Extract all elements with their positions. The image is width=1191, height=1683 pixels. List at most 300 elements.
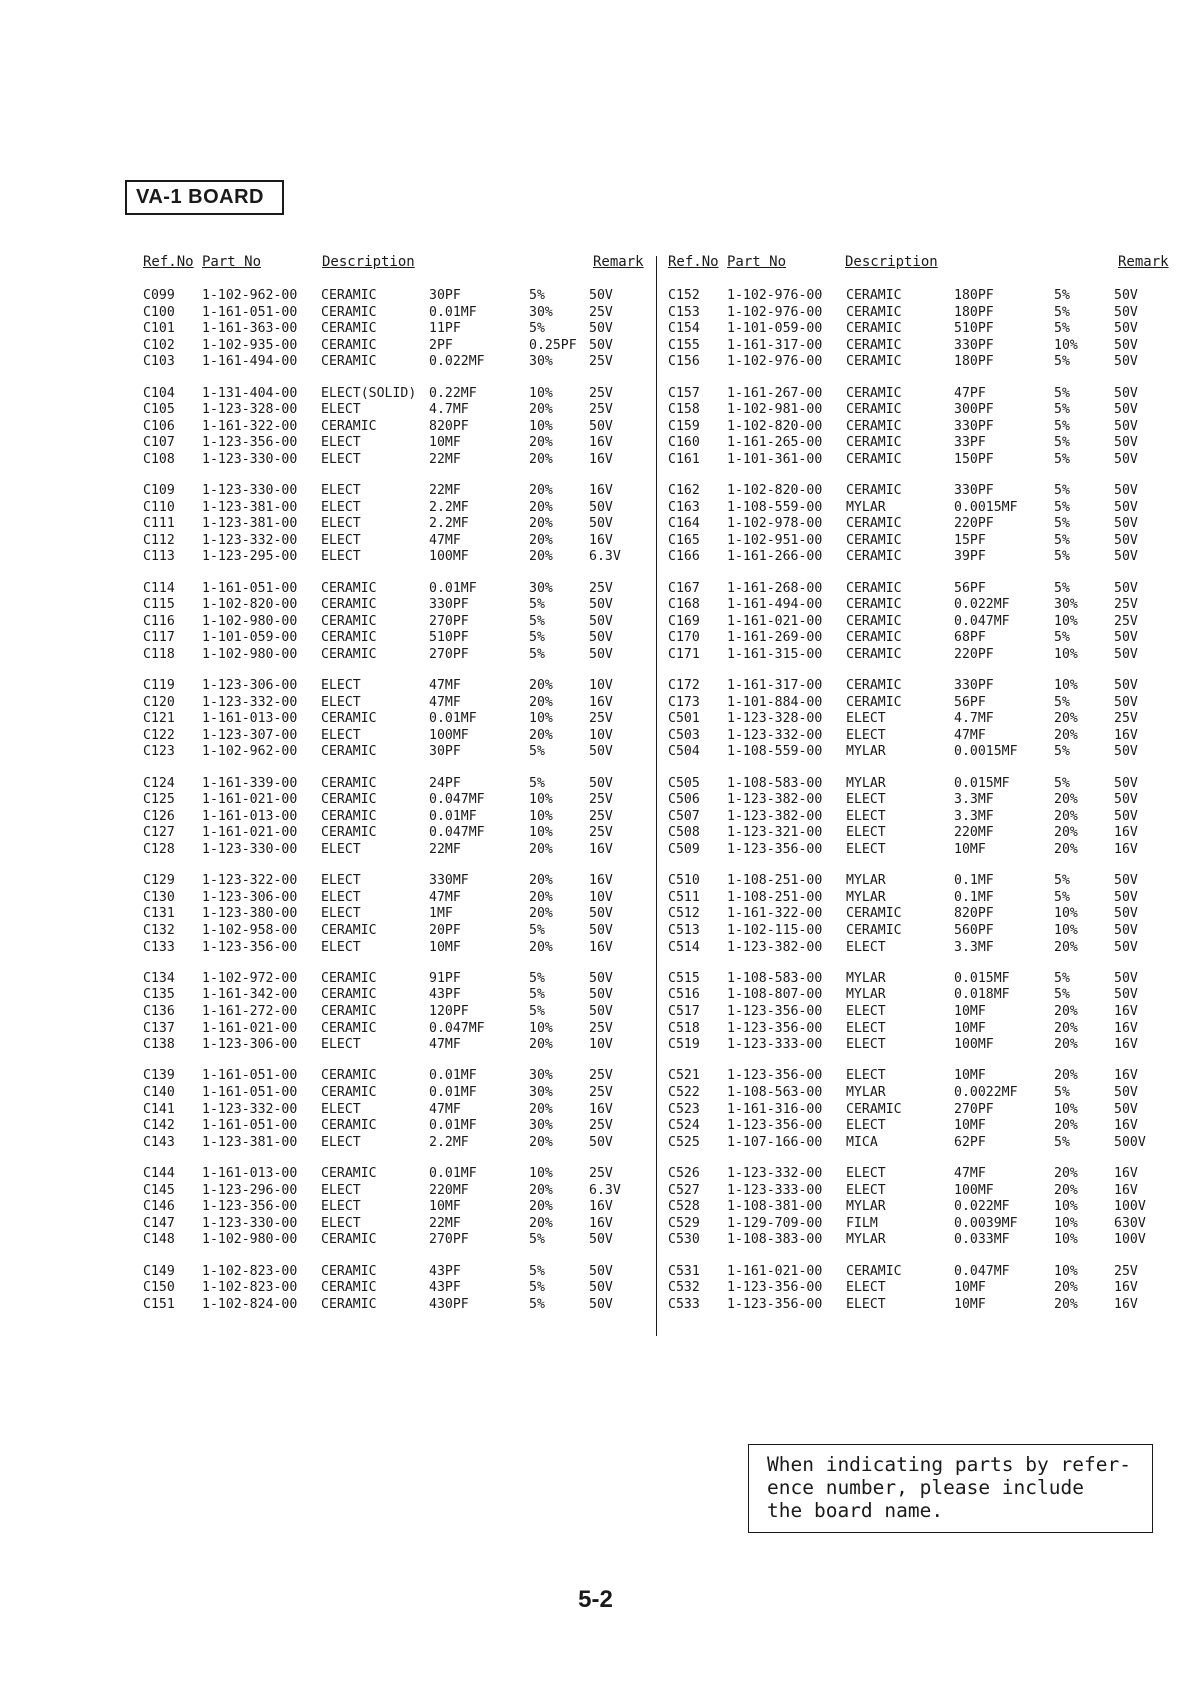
cell-type: ELECT [321,939,361,955]
cell-tolerance: 30% [529,1085,553,1100]
cell-tolerance: 5% [529,630,545,646]
cell-type: ELECT [321,727,361,743]
cell-ref-no: C121 [143,711,175,727]
cell-voltage: 50V [589,744,613,760]
cell-value: 820PF [429,418,469,434]
cell-part-no: 1-102-820-00 [202,597,298,613]
cell-part-no: 1-102-962-00 [202,288,298,303]
cell-ref-no: C501 [668,711,700,727]
cell-voltage: 50V [1114,483,1138,499]
cell-tolerance: 20% [1054,842,1078,857]
cell-type: ELECT [321,1199,361,1215]
cell-ref-no: C122 [143,727,175,743]
cell-type: CERAMIC [321,744,377,760]
cell-part-no: 1-123-307-00 [202,727,298,743]
cell-voltage: 16V [589,435,613,451]
footer-note-line: When indicating parts by refer- [767,1453,1131,1476]
cell-type: CERAMIC [846,694,902,710]
cell-ref-no: C120 [143,694,175,710]
cell-voltage: 6.3V [589,549,621,565]
cell-value: 820PF [954,906,994,922]
cell-part-no: 1-108-559-00 [727,499,823,515]
cell-part-no: 1-123-295-00 [202,549,298,565]
cell-value: 10MF [954,1118,986,1133]
cell-voltage: 25V [589,580,613,596]
cell-type: CERAMIC [321,337,377,353]
cell-ref-no: C117 [143,630,175,646]
cell-type: MYLAR [846,744,886,760]
cell-voltage: 25V [589,808,613,824]
cell-value: 0.01MF [429,1068,477,1084]
cell-part-no: 1-108-383-00 [727,1232,823,1248]
cell-value: 10MF [429,1199,461,1215]
cell-tolerance: 20% [529,873,553,889]
cell-part-no: 1-123-356-00 [727,1004,823,1019]
cell-tolerance: 20% [1054,727,1078,743]
cell-tolerance: 20% [529,842,553,857]
cell-part-no: 1-123-332-00 [727,1166,823,1181]
cell-voltage: 16V [589,694,613,710]
cell-voltage: 50V [1114,923,1138,938]
cell-tolerance: 20% [529,1134,553,1150]
cell-type: ELECT [846,1296,886,1312]
cell-tolerance: 20% [529,1199,553,1215]
cell-tolerance: 10% [1054,1199,1078,1215]
cell-part-no: 1-123-381-00 [202,516,298,532]
cell-ref-no: C143 [143,1134,175,1150]
cell-tolerance: 20% [529,499,553,515]
cell-tolerance: 5% [529,646,545,662]
cell-type: CERAMIC [846,1263,902,1279]
cell-part-no: 1-161-265-00 [727,435,823,451]
cell-type: CERAMIC [846,516,902,532]
cell-part-no: 1-102-976-00 [727,288,823,303]
cell-value: 510PF [954,321,994,337]
cell-ref-no: C167 [668,580,700,596]
cell-value: 43PF [429,1280,461,1296]
cell-type: CERAMIC [321,1020,377,1036]
cell-value: 2.2MF [429,516,469,532]
cell-part-no: 1-161-316-00 [727,1101,823,1117]
cell-type: ELECT [846,939,886,955]
cell-value: 47MF [954,1166,986,1181]
cell-tolerance: 20% [529,402,553,418]
cell-voltage: 50V [589,1296,613,1312]
cell-part-no: 1-108-251-00 [727,889,823,905]
cell-voltage: 50V [589,923,613,938]
cell-ref-no: C507 [668,808,700,824]
cell-part-no: 1-108-583-00 [727,970,823,986]
cell-part-no: 1-102-951-00 [727,532,823,548]
cell-voltage: 50V [1114,744,1138,760]
cell-value: 0.022MF [954,597,1010,613]
cell-voltage: 10V [589,1037,613,1053]
cell-part-no: 1-123-356-00 [727,1020,823,1036]
cell-tolerance: 20% [529,1037,553,1053]
cell-type: ELECT [321,451,361,467]
cell-voltage: 100V [1114,1199,1146,1215]
cell-voltage: 16V [589,939,613,955]
cell-voltage: 50V [1114,906,1138,922]
cell-ref-no: C135 [143,987,175,1003]
cell-type: CERAMIC [321,580,377,596]
cell-value: 24PF [429,775,461,791]
cell-value: 91PF [429,970,461,986]
cell-tolerance: 10% [1054,1215,1078,1231]
cell-voltage: 16V [1114,1280,1138,1296]
cell-value: 4.7MF [429,402,469,418]
cell-value: 2.2MF [429,1134,469,1150]
cell-voltage: 50V [1114,321,1138,337]
cell-tolerance: 5% [1054,499,1070,515]
cell-tolerance: 5% [1054,1085,1070,1100]
cell-ref-no: C157 [668,385,700,401]
cell-type: ELECT [321,678,361,694]
cell-value: 0.047MF [429,792,485,808]
cell-voltage: 16V [589,483,613,499]
cell-type: CERAMIC [321,808,377,824]
header-description: Description [845,254,938,270]
cell-value: 10MF [954,1280,986,1296]
cell-ref-no: C170 [668,630,700,646]
cell-part-no: 1-123-332-00 [202,532,298,548]
cell-tolerance: 5% [1054,354,1070,370]
cell-tolerance: 5% [529,744,545,760]
cell-value: 0.01MF [429,808,477,824]
cell-value: 22MF [429,483,461,499]
cell-voltage: 10V [589,727,613,743]
cell-type: CERAMIC [321,1118,377,1133]
cell-part-no: 1-161-272-00 [202,1004,298,1019]
cell-value: 270PF [954,1101,994,1117]
cell-part-no: 1-161-013-00 [202,711,298,727]
cell-type: CERAMIC [846,630,902,646]
cell-tolerance: 20% [529,516,553,532]
cell-voltage: 16V [589,842,613,857]
cell-part-no: 1-123-382-00 [727,792,823,808]
cell-tolerance: 5% [529,775,545,791]
cell-tolerance: 20% [529,889,553,905]
cell-voltage: 16V [1114,1037,1138,1053]
cell-ref-no: C104 [143,385,175,401]
cell-type: ELECT [846,842,886,857]
cell-part-no: 1-123-381-00 [202,499,298,515]
cell-part-no: 1-102-976-00 [727,304,823,320]
cell-type: ELECT [846,727,886,743]
cell-part-no: 1-123-356-00 [727,1068,823,1084]
cell-part-no: 1-102-962-00 [202,744,298,760]
cell-type: CERAMIC [846,321,902,337]
cell-value: 10MF [954,1068,986,1084]
cell-tolerance: 20% [529,906,553,922]
cell-value: 100MF [954,1037,994,1053]
cell-type: ELECT [321,842,361,857]
cell-voltage: 16V [589,1215,613,1231]
cell-ref-no: C525 [668,1134,700,1150]
cell-part-no: 1-161-013-00 [202,1166,298,1181]
cell-voltage: 25V [589,792,613,808]
cell-voltage: 16V [1114,1020,1138,1036]
cell-part-no: 1-123-356-00 [727,1118,823,1133]
cell-voltage: 50V [1114,630,1138,646]
cell-tolerance: 5% [1054,402,1070,418]
cell-voltage: 50V [589,1232,613,1248]
cell-type: CERAMIC [321,1085,377,1100]
cell-ref-no: C114 [143,580,175,596]
cell-value: 3.3MF [954,792,994,808]
cell-ref-no: C136 [143,1004,175,1019]
cell-value: 0.047MF [954,1263,1010,1279]
cell-voltage: 16V [589,532,613,548]
cell-ref-no: C530 [668,1232,700,1248]
cell-part-no: 1-161-269-00 [727,630,823,646]
cell-value: 4.7MF [954,711,994,727]
cell-ref-no: C171 [668,646,700,662]
cell-tolerance: 10% [529,825,553,841]
cell-tolerance: 10% [529,385,553,401]
cell-ref-no: C159 [668,418,700,434]
cell-ref-no: C158 [668,402,700,418]
cell-value: 0.01MF [429,1085,477,1100]
cell-type: CERAMIC [846,646,902,662]
cell-ref-no: C517 [668,1004,700,1019]
cell-tolerance: 5% [1054,516,1070,532]
footer-note-line: ence number, please include [767,1476,1084,1499]
cell-value: 270PF [429,646,469,662]
cell-type: ELECT [321,499,361,515]
cell-tolerance: 20% [529,549,553,565]
cell-tolerance: 5% [1054,744,1070,760]
cell-value: 47MF [429,694,461,710]
cell-type: CERAMIC [321,321,377,337]
cell-part-no: 1-123-382-00 [727,939,823,955]
cell-ref-no: C155 [668,337,700,353]
cell-tolerance: 5% [529,1263,545,1279]
cell-tolerance: 0.25PF [529,337,577,353]
cell-value: 330PF [954,418,994,434]
cell-voltage: 50V [589,1004,613,1019]
cell-part-no: 1-123-306-00 [202,889,298,905]
cell-voltage: 50V [589,1134,613,1150]
cell-part-no: 1-123-328-00 [202,402,298,418]
cell-tolerance: 30% [1054,597,1078,613]
cell-tolerance: 10% [1054,1263,1078,1279]
cell-ref-no: C531 [668,1263,700,1279]
cell-ref-no: C110 [143,499,175,515]
cell-ref-no: C132 [143,923,175,938]
cell-value: 220MF [954,825,994,841]
cell-ref-no: C509 [668,842,700,857]
cell-ref-no: C141 [143,1101,175,1117]
cell-type: CERAMIC [321,711,377,727]
cell-ref-no: C511 [668,889,700,905]
cell-voltage: 25V [1114,597,1138,613]
cell-ref-no: C128 [143,842,175,857]
cell-ref-no: C522 [668,1085,700,1100]
cell-ref-no: C156 [668,354,700,370]
cell-voltage: 16V [589,1101,613,1117]
cell-voltage: 16V [1114,1182,1138,1198]
cell-type: ELECT(SOLID) [321,385,417,401]
cell-part-no: 1-102-823-00 [202,1280,298,1296]
cell-voltage: 50V [589,970,613,986]
cell-voltage: 630V [1114,1215,1146,1231]
cell-part-no: 1-102-972-00 [202,970,298,986]
cell-value: 47MF [429,1101,461,1117]
cell-part-no: 1-123-321-00 [727,825,823,841]
cell-type: CERAMIC [321,418,377,434]
cell-value: 180PF [954,304,994,320]
cell-value: 150PF [954,451,994,467]
cell-ref-no: C513 [668,923,700,938]
cell-voltage: 50V [1114,304,1138,320]
cell-voltage: 50V [1114,808,1138,824]
cell-ref-no: C103 [143,354,175,370]
cell-part-no: 1-161-021-00 [202,1020,298,1036]
cell-value: 430PF [429,1296,469,1312]
cell-ref-no: C153 [668,304,700,320]
cell-type: CERAMIC [321,597,377,613]
cell-part-no: 1-161-021-00 [727,1263,823,1279]
cell-part-no: 1-161-317-00 [727,337,823,353]
cell-tolerance: 10% [529,1020,553,1036]
cell-value: 0.0039MF [954,1215,1018,1231]
cell-value: 11PF [429,321,461,337]
cell-tolerance: 5% [1054,418,1070,434]
cell-voltage: 50V [1114,451,1138,467]
cell-part-no: 1-123-306-00 [202,678,298,694]
cell-ref-no: C148 [143,1232,175,1248]
cell-part-no: 1-161-021-00 [727,613,823,629]
cell-part-no: 1-102-935-00 [202,337,298,353]
cell-tolerance: 5% [1054,970,1070,986]
cell-type: MYLAR [846,499,886,515]
cell-value: 56PF [954,580,986,596]
cell-tolerance: 20% [1054,792,1078,808]
cell-type: CERAMIC [321,288,377,303]
cell-type: MYLAR [846,889,886,905]
cell-ref-no: C142 [143,1118,175,1133]
cell-voltage: 50V [1114,402,1138,418]
column-divider [656,256,657,1336]
cell-tolerance: 5% [1054,889,1070,905]
cell-voltage: 10V [589,889,613,905]
cell-value: 0.015MF [954,775,1010,791]
cell-value: 0.047MF [954,613,1010,629]
cell-tolerance: 5% [1054,435,1070,451]
cell-value: 330PF [954,337,994,353]
cell-part-no: 1-102-958-00 [202,923,298,938]
cell-ref-no: C116 [143,613,175,629]
cell-tolerance: 20% [1054,808,1078,824]
cell-ref-no: C515 [668,970,700,986]
cell-ref-no: C152 [668,288,700,303]
cell-ref-no: C528 [668,1199,700,1215]
cell-part-no: 1-123-380-00 [202,906,298,922]
cell-voltage: 50V [1114,987,1138,1003]
cell-ref-no: C172 [668,678,700,694]
cell-part-no: 1-131-404-00 [202,385,298,401]
cell-type: CERAMIC [321,613,377,629]
cell-part-no: 1-108-563-00 [727,1085,823,1100]
cell-ref-no: C161 [668,451,700,467]
cell-voltage: 50V [1114,970,1138,986]
cell-type: ELECT [321,1215,361,1231]
cell-ref-no: C162 [668,483,700,499]
cell-type: CERAMIC [321,1166,377,1181]
cell-tolerance: 20% [1054,1296,1078,1312]
cell-value: 0.047MF [429,1020,485,1036]
cell-type: CERAMIC [846,678,902,694]
cell-voltage: 50V [1114,532,1138,548]
cell-tolerance: 10% [1054,1101,1078,1117]
cell-value: 330PF [954,678,994,694]
cell-voltage: 50V [589,321,613,337]
cell-value: 47MF [429,532,461,548]
cell-ref-no: C118 [143,646,175,662]
cell-part-no: 1-123-382-00 [727,808,823,824]
cell-tolerance: 5% [1054,580,1070,596]
cell-ref-no: C124 [143,775,175,791]
cell-ref-no: C521 [668,1068,700,1084]
cell-ref-no: C145 [143,1182,175,1198]
cell-value: 47MF [429,1037,461,1053]
cell-value: 15PF [954,532,986,548]
cell-ref-no: C169 [668,613,700,629]
cell-voltage: 16V [589,873,613,889]
cell-part-no: 1-108-807-00 [727,987,823,1003]
cell-ref-no: C163 [668,499,700,515]
cell-ref-no: C505 [668,775,700,791]
cell-tolerance: 5% [1054,451,1070,467]
cell-value: 330PF [429,597,469,613]
cell-value: 0.22MF [429,385,477,401]
cell-type: CERAMIC [846,549,902,565]
cell-voltage: 50V [1114,580,1138,596]
cell-ref-no: C147 [143,1215,175,1231]
cell-ref-no: C146 [143,1199,175,1215]
cell-ref-no: C527 [668,1182,700,1198]
cell-part-no: 1-161-051-00 [202,1118,298,1133]
cell-voltage: 16V [1114,1166,1138,1181]
cell-value: 0.0015MF [954,744,1018,760]
cell-tolerance: 5% [529,321,545,337]
cell-tolerance: 20% [529,1101,553,1117]
cell-type: CERAMIC [321,970,377,986]
cell-tolerance: 5% [529,970,545,986]
cell-voltage: 50V [589,1280,613,1296]
cell-voltage: 50V [589,630,613,646]
cell-tolerance: 30% [529,354,553,370]
cell-ref-no: C105 [143,402,175,418]
cell-value: 47MF [429,889,461,905]
cell-type: ELECT [846,792,886,808]
cell-ref-no: C165 [668,532,700,548]
cell-type: CERAMIC [846,451,902,467]
cell-part-no: 1-108-583-00 [727,775,823,791]
cell-voltage: 50V [589,516,613,532]
cell-voltage: 16V [1114,1068,1138,1084]
cell-part-no: 1-123-330-00 [202,451,298,467]
cell-type: MYLAR [846,970,886,986]
cell-ref-no: C106 [143,418,175,434]
cell-ref-no: C129 [143,873,175,889]
cell-voltage: 50V [1114,646,1138,662]
header-part-no: Part No [727,254,787,270]
cell-part-no: 1-102-981-00 [727,402,823,418]
cell-type: CERAMIC [321,1232,377,1248]
cell-ref-no: C101 [143,321,175,337]
